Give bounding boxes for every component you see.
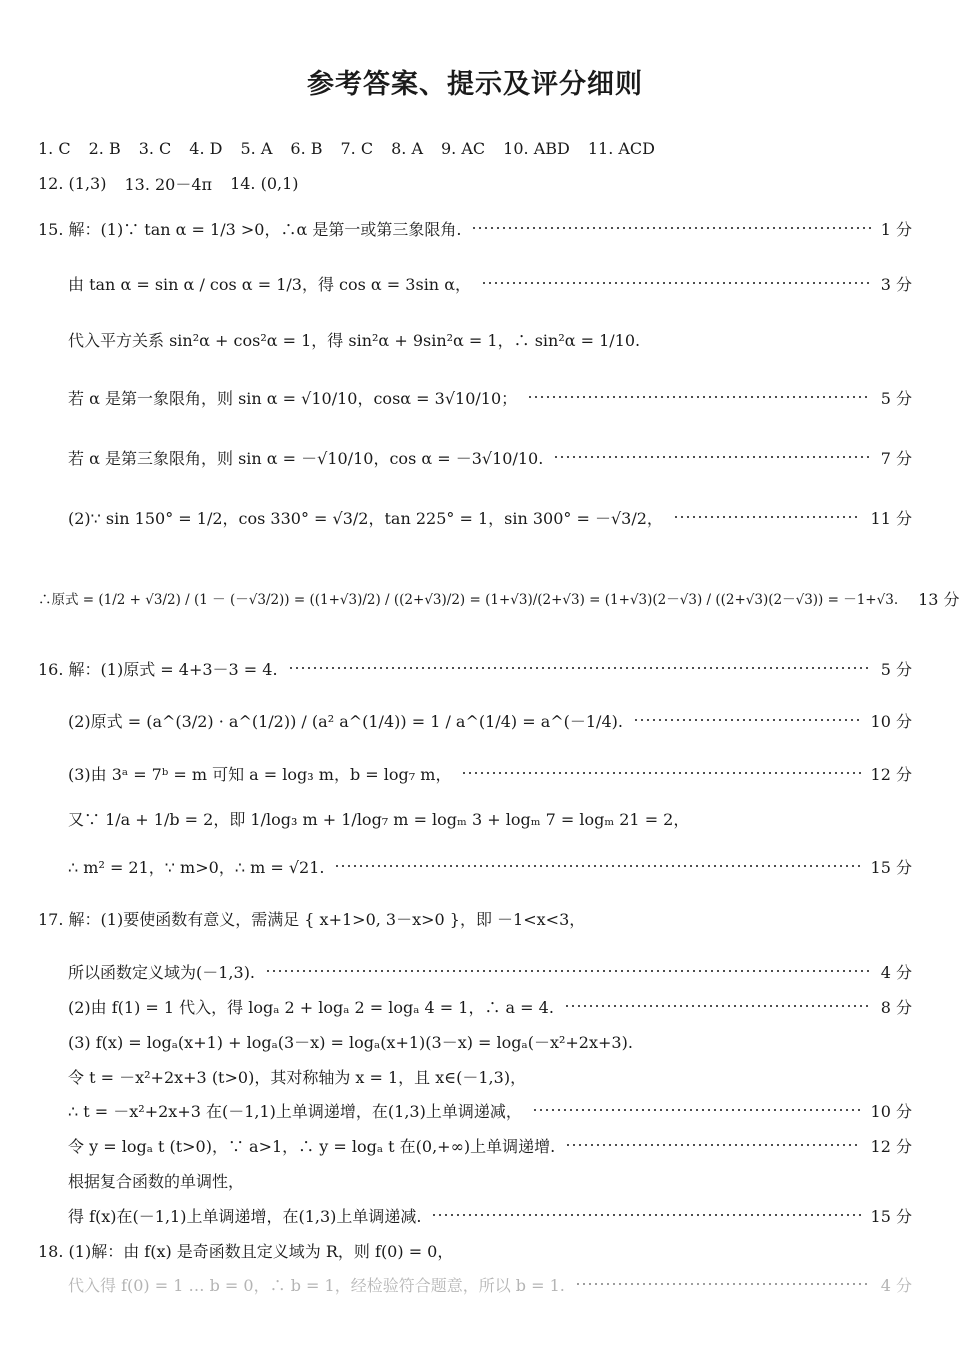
- solution-line: 得 f(x)在(－1,1)上单调递增，在(1,3)上单调递减. 15 分: [68, 1202, 912, 1228]
- answer-item: 11. ACD: [587, 138, 655, 158]
- answer-item: 9. AC: [441, 138, 486, 158]
- solution-line: 又∵ 1/a + 1/b = 2，即 1/log₃ m + 1/log₇ m = logₘ 3 + logₘ 7 = logₘ 21 = 2，: [68, 809, 690, 829]
- score: 10 分: [870, 711, 912, 731]
- score: 4 分: [880, 962, 912, 982]
- solution-line: 18. (1)解：由 f(x) 是奇函数且定义域为 R，则 f(0) = 0，: [38, 1241, 454, 1261]
- score: 5 分: [880, 388, 912, 408]
- answer-item: 12. (1,3): [38, 173, 107, 193]
- answer-item: 3. C: [138, 138, 172, 158]
- answer-item: 5. A: [240, 138, 273, 158]
- answer-item: 7. C: [340, 138, 374, 158]
- solution-line: 若 α 是第一象限角，则 sin α = √10/10，cosα = 3√10/10； 5 分: [68, 384, 912, 410]
- score: 12 分: [870, 764, 912, 784]
- solution-line-fraction: ∴原式 = (1/2 + √3/2) / (1 － (－√3/2)) = ((1+√3)/2) / ((2+√3)/2) = (1+√3)/(2+√3) = (1+√3)(2－√3) / ((2+√3)(2－√3)) = －1+√3. 13 分: [38, 556, 912, 640]
- page-title: 参考答案、提示及评分细则: [307, 69, 643, 100]
- answer-item: 10. ABD: [503, 138, 570, 158]
- solution-line: (2)由 f(1) = 1 代入，得 logₐ 2 + logₐ 2 = logₐ 4 = 1，∴ a = 4. 8 分: [68, 993, 912, 1019]
- solution-line: ∴ t = －x²+2x+3 在(－1,1)上单调递增，在(1,3)上单调递减， 10 分: [68, 1097, 912, 1123]
- solution-line: 根据复合函数的单调性，: [68, 1171, 245, 1191]
- answer-item: 8. A: [391, 138, 423, 158]
- score: 12 分: [870, 1136, 912, 1156]
- score: 5 分: [880, 659, 912, 679]
- solution-line: (3)由 3ᵃ = 7ᵇ = m 可知 a = log₃ m，b = log₇ m， 12 分: [68, 760, 912, 786]
- solution-line: 17. 解：(1)要使函数有意义，需满足 { x+1>0, 3－x>0 }，即 －1<x<3，: [38, 909, 586, 929]
- score: 11 分: [870, 508, 912, 528]
- cut-off-line: 代入得 f(0) = 1 … b = 0，∴ b = 1，经检验符合题意，所以 b = 1. 4 分: [68, 1275, 912, 1295]
- answer-item: 6. B: [290, 138, 323, 158]
- score: 10 分: [870, 1101, 912, 1121]
- score: 8 分: [880, 997, 912, 1017]
- solution-line: 若 α 是第三象限角，则 sin α = －√10/10，cos α = －3√10/10. 7 分: [68, 444, 912, 470]
- solution-line: 所以函数定义域为(－1,3). 4 分: [68, 958, 912, 984]
- solution-line: 由 tan α = sin α / cos α = 1/3，得 cos α = 3sin α， 3 分: [68, 270, 912, 296]
- answer-item: 13. 20－4π: [124, 174, 213, 194]
- solution-line: (2)原式 = (a^(3/2) · a^(1/2)) / (a² a^(1/4)) = 1 / a^(1/4) = a^(－1/4). 10 分: [68, 707, 912, 733]
- solution-line: 代入平方关系 sin²α + cos²α = 1，得 sin²α + 9sin²α = 1，∴ sin²α = 1/10.: [68, 330, 641, 350]
- solution-line: (3) f(x) = logₐ(x+1) + logₐ(3－x) = logₐ(x+1)(3－x) = logₐ(－x²+2x+3).: [68, 1032, 633, 1052]
- answer-item: 2. B: [88, 138, 121, 158]
- score: 15 分: [870, 857, 912, 877]
- solution-line: 令 t = －x²+2x+3 (t>0)，其对称轴为 x = 1，且 x∈(－1,3)，: [68, 1067, 527, 1087]
- score: 13 分: [918, 589, 960, 609]
- score: 7 分: [880, 448, 912, 468]
- answer-item: 14. (0,1): [230, 173, 299, 193]
- answers-row-1: [38, 135, 673, 161]
- score: 15 分: [870, 1206, 912, 1226]
- solution-line: 16. 解：(1)原式 = 4+3－3 = 4. 5 分: [38, 655, 912, 681]
- solution-line: (2)∵ sin 150° = 1/2，cos 330° = √3/2，tan 225° = 1，sin 300° = －√3/2， 11 分: [68, 504, 912, 530]
- answers-row-2: [38, 170, 317, 196]
- solution-line: 令 y = logₐ t (t>0)，∵ a>1，∴ y = logₐ t 在(0,+∞)上单调递增. 12 分: [68, 1132, 912, 1158]
- answer-item: 1. C: [38, 138, 71, 158]
- solution-line: 15. 解：(1)∵ tan α = 1/3 >0，∴α 是第一或第三象限角. 1 分: [38, 215, 912, 241]
- score: 1 分: [880, 219, 912, 239]
- solution-line: ∴ m² = 21，∵ m>0，∴ m = √21. 15 分: [68, 853, 912, 879]
- score: 3 分: [880, 274, 912, 294]
- answer-item: 4. D: [189, 138, 223, 158]
